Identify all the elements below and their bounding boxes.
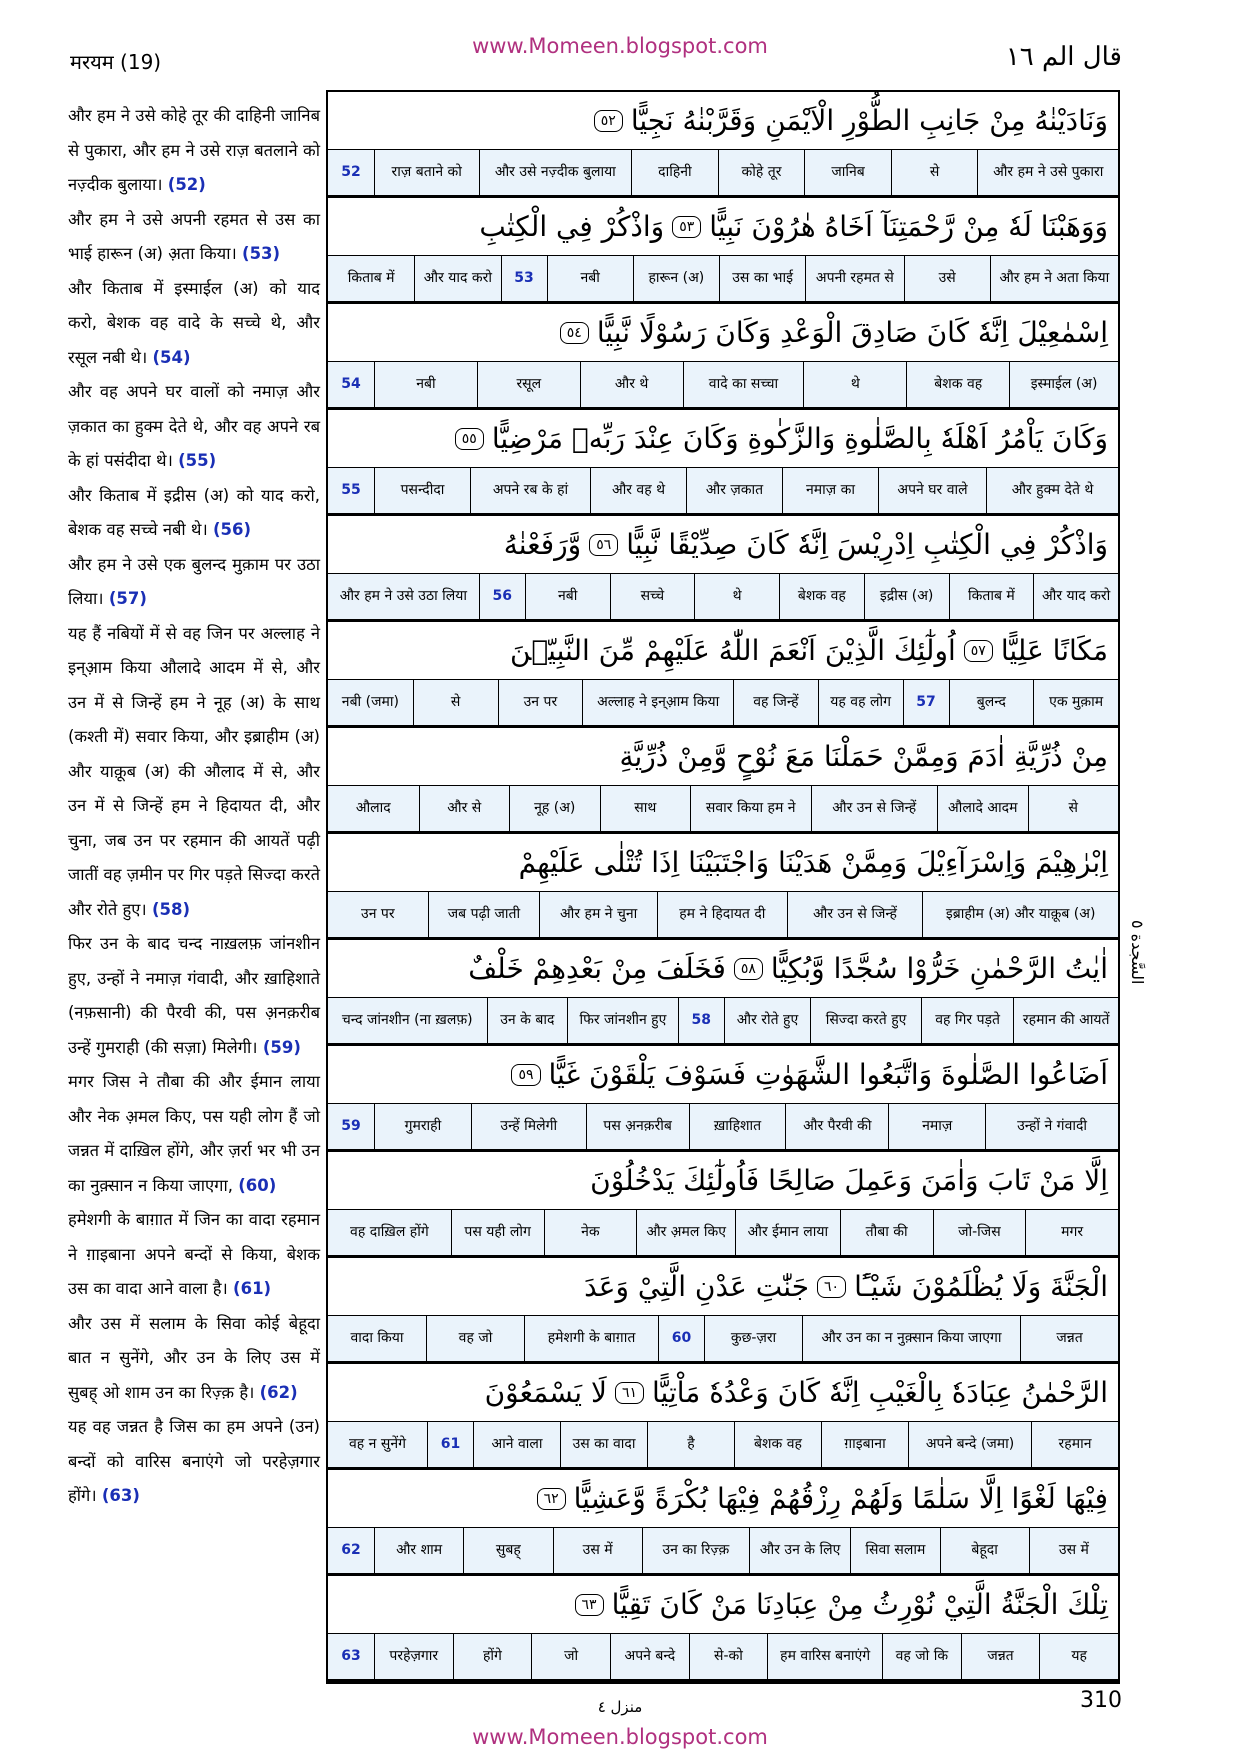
word-meaning-cell: नबी (525, 574, 610, 619)
word-meaning-cell: हम ने हिदायत दी (657, 892, 787, 937)
word-meaning-cell: उस का भाई (719, 256, 805, 301)
arabic-text: الرَّحْمٰنُ عِبَادَهٗ بِالْغَيْبِ اِنَّهٗ كَانَ وَعْدُهٗ مَاْتِيًّا (651, 1376, 1108, 1409)
word-meaning-cell: नमाज़ का (782, 468, 878, 513)
verse-row (328, 940, 1118, 1046)
translation-paragraph (68, 203, 320, 272)
word-meaning-cell: उस का वादा (560, 1422, 647, 1467)
arabic-line (328, 516, 1118, 574)
translation-paragraph (68, 272, 320, 376)
word-meaning-cell: और अ़मल किए (636, 1210, 735, 1255)
word-meaning-cell: जानिब (804, 150, 891, 195)
word-meaning-cell: नेक (544, 1210, 637, 1255)
word-meaning-cell: दाहिनी (631, 150, 718, 195)
ayah-number-cell: 59 (328, 1104, 374, 1149)
word-meaning-cell: ख़ाहिशात (689, 1104, 786, 1149)
word-meaning-cell: से-को (689, 1634, 768, 1679)
verse-number: (60) (238, 1175, 277, 1195)
word-meaning-cell: और हम ने उसे उठा लिया (328, 574, 479, 619)
word-meaning-cell: उन्हों ने गंवादी (985, 1104, 1118, 1149)
arabic-text: اِبْرٰهِيْمَ وَاِسْرَآءِيْلَ وَمِمَّنْ هَدَيْنَا وَاجْتَبَيْنَا اِذَا تُتْلٰى عَلَيْهِمْ (518, 846, 1108, 879)
word-meaning-cell: है (647, 1422, 734, 1467)
word-meaning-cell: और उसे नज़्दीक बुलाया (479, 150, 632, 195)
word-meaning-cell: उन्हें मिलेगी (471, 1104, 586, 1149)
ayah-marker: ٥٨ (734, 958, 763, 980)
ayah-number-cell: 57 (903, 680, 949, 725)
word-meaning-cell: हम वारिस बनाएंगे (767, 1634, 882, 1679)
word-meaning-cell: नूह (अ) (509, 786, 600, 831)
arabic-text: مِنْ ذُرِّيَّةِ اٰدَمَ وَمِمَّنْ حَمَلْنَا مَعَ نُوْحٍ وَّمِنْ ذُرِّيَّةِ (619, 740, 1108, 773)
word-translation-row (328, 680, 1118, 728)
word-meaning-cell: बेशक वह (734, 1422, 821, 1467)
arabic-line (328, 728, 1118, 786)
word-meaning-cell: रहमान की आयतें (1013, 998, 1118, 1043)
translation-text: और हम ने उसे एक बुलन्द मुक़ाम पर उठा लिया। (68, 554, 320, 608)
verse-number: (56) (212, 520, 252, 539)
word-translation-row (328, 786, 1118, 834)
arabic-text-continued: جَنّٰتِ عَدْنِ الَّتِيْ وَعَدَ (584, 1270, 810, 1303)
verse-number: (54) (152, 347, 191, 367)
word-meaning-cell: एक मुक़ाम (1033, 680, 1118, 725)
word-meaning-cell: आने वाला (473, 1422, 560, 1467)
arabic-text: الْجَنَّةَ وَلَا يُظْلَمُوْنَ شَيْـًٔا (854, 1270, 1108, 1303)
arabic-line (328, 1046, 1118, 1104)
word-meaning-cell: और उन का न नुक़्सान किया जाएगा (802, 1316, 1020, 1361)
word-meaning-cell: जन्नत (961, 1634, 1040, 1679)
translation-text: और वह अपने घर वालों को नमाज़ और ज़कात का हुक्म देते थे, और वह अपने रब के हां पसंदीदा थे। (68, 382, 320, 470)
word-meaning-cell: सच्चे (610, 574, 695, 619)
word-meaning-cell: अपने रब के हां (470, 468, 590, 513)
ayah-number-cell: 61 (427, 1422, 473, 1467)
word-meaning-cell: और याद करो (414, 256, 500, 301)
verse-row (328, 516, 1118, 622)
arabic-line (328, 1576, 1118, 1634)
word-meaning-cell: हारून (अ) (633, 256, 719, 301)
word-meaning-cell: और ईमान लाया (735, 1210, 840, 1255)
ayah-marker: ٦١ (615, 1382, 644, 1404)
translation-paragraph (68, 1203, 320, 1307)
word-meaning-cell: थे (803, 362, 906, 407)
translation-paragraph (68, 617, 320, 928)
verse-number: (61) (233, 1279, 272, 1298)
ayah-marker: ٥٤ (560, 322, 589, 344)
word-translation-row (328, 150, 1118, 198)
verse-number: (63) (101, 1486, 140, 1505)
translation-text: यह वह जन्नत है जिस का हम अपने (उन) बन्दों को वारिस बनाएंगे जो परहेज़गार होंगे। (68, 1417, 320, 1505)
arabic-text: وَوَهَبْنَا لَهٗ مِنْ رَّحْمَتِنَآ اَخَاهُ هٰرُوْنَ نَبِيًّا (709, 210, 1108, 243)
translation-text: फिर उन के बाद चन्द नाख़लफ़ जांनशीन हुए, उन्हों ने नमाज़ गंवादी, और ख़ाहिशाते (नफ़सानी) की पैरवी की, पस अ़नक़रीब उन्हें गुमराही (की सज़ा) मिलेगी। (68, 934, 320, 1057)
verse-row (328, 1258, 1118, 1364)
word-meaning-cell: और उन के लिए (749, 1528, 850, 1573)
word-meaning-cell: पस अ़नक़रीब (586, 1104, 689, 1149)
word-meaning-cell: इब्राहीम (अ) और याक़ूब (अ) (922, 892, 1118, 937)
word-meaning-cell: अपनी रहमत से (805, 256, 903, 301)
page-number: 310 (1080, 1688, 1122, 1713)
word-translation-row (328, 1528, 1118, 1576)
ayah-number-cell: 55 (328, 468, 374, 513)
verse-row (328, 1046, 1118, 1152)
word-meaning-cell: होंगे (453, 1634, 532, 1679)
ayah-marker: ٦٣ (575, 1594, 604, 1616)
word-meaning-cell: और उन से जिन्हें (811, 786, 938, 831)
word-meaning-cell: किताब में (949, 574, 1034, 619)
ayah-number-cell: 63 (328, 1634, 374, 1679)
word-meaning-cell: उन पर (498, 680, 583, 725)
arabic-text: فِيْهَا لَغْوًا اِلَّا سَلٰمًا وَلَهُمْ رِزْقُهُمْ فِيْهَا بُكْرَةً وَّعَشِيًّا (573, 1482, 1108, 1515)
word-meaning-cell: उन के बाद (487, 998, 568, 1043)
word-meaning-cell: कोहे तूर (718, 150, 805, 195)
word-meaning-cell: और उन से जिन्हें (787, 892, 923, 937)
ayah-number-cell: 58 (678, 998, 724, 1043)
verse-number: (57) (108, 589, 147, 608)
word-meaning-cell: उन का रिज़्क़ (642, 1528, 749, 1573)
translation-paragraph (68, 479, 320, 548)
word-meaning-cell: मगर (1025, 1210, 1118, 1255)
word-meaning-cell: गुमराही (374, 1104, 471, 1149)
word-meaning-cell: फिर जांनशीन हुए (567, 998, 678, 1043)
verse-row (328, 1576, 1118, 1682)
juz-name: قال الم ١٦ (1005, 42, 1122, 72)
arabic-line (328, 1364, 1118, 1422)
word-meaning-cell: यह (1039, 1634, 1118, 1679)
arabic-line (328, 1152, 1118, 1210)
word-meaning-cell: किताब में (328, 256, 414, 301)
word-meaning-cell: वह गिर पड़ते (921, 998, 1014, 1043)
word-meaning-cell: सुबह्‌ (463, 1528, 552, 1573)
word-translation-row (328, 1316, 1118, 1364)
word-translation-row (328, 362, 1118, 410)
word-meaning-cell: सिज्दा करते हुए (810, 998, 921, 1043)
word-meaning-cell: अपने घर वाले (878, 468, 986, 513)
ayah-marker: ٦٢ (537, 1488, 566, 1510)
word-by-word-table (326, 90, 1120, 1684)
word-meaning-cell: और हम ने चुना (539, 892, 657, 937)
word-meaning-cell: जो-जिस (933, 1210, 1026, 1255)
word-translation-row (328, 1104, 1118, 1152)
word-meaning-cell: परहेज़गार (374, 1634, 453, 1679)
word-meaning-cell: और याद करो (1033, 574, 1118, 619)
word-meaning-cell: कुछ-ज़रा (704, 1316, 802, 1361)
verse-row (328, 622, 1118, 728)
translation-paragraph (68, 375, 320, 479)
word-meaning-cell: और रोते हुए (724, 998, 811, 1043)
word-meaning-cell: सवार किया हम ने (690, 786, 811, 831)
word-meaning-cell: उन पर (328, 892, 428, 937)
word-meaning-cell: अपने बन्दे (जमा) (908, 1422, 1031, 1467)
arabic-line (328, 198, 1118, 256)
translation-text: और हम ने उसे कोहे तूर की दाहिनी जानिब से पुकारा, और हम ने उसे राज़ बतलाने को नज़्दीक बुलाया। (68, 106, 320, 194)
word-meaning-cell: चन्द जांनशीन (ना ख़लफ़) (328, 998, 487, 1043)
word-meaning-cell: और हम ने उसे पुकारा (977, 150, 1118, 195)
word-meaning-cell: तौबा की (840, 1210, 933, 1255)
verse-number: (59) (262, 1037, 301, 1057)
verse-number: (62) (259, 1382, 298, 1402)
word-meaning-cell: रहमान (1031, 1422, 1118, 1467)
word-meaning-cell: और वह थे (590, 468, 686, 513)
word-meaning-cell: वह जिन्हें (733, 680, 818, 725)
ayah-number-cell: 60 (658, 1316, 704, 1361)
translation-text: और किताब में इद्रीस (अ) को याद करो, बेशक वह सच्चे नबी थे। (68, 485, 320, 539)
arabic-text-continued: وَّرَفَعْنٰهُ (503, 528, 582, 561)
word-translation-row (328, 1210, 1118, 1258)
word-meaning-cell: और ज़कात (686, 468, 782, 513)
word-meaning-cell: नबी (374, 362, 477, 407)
ayah-number-cell: 54 (328, 362, 374, 407)
word-meaning-cell: वह न सुनेंगे (328, 1422, 427, 1467)
word-meaning-cell: पसन्दीदा (374, 468, 470, 513)
arabic-line (328, 410, 1118, 468)
arabic-text: اَضَاعُوا الصَّلٰوةَ وَاتَّبَعُوا الشَّهَوٰتِ فَسَوْفَ يَلْقَوْنَ غَيًّا (548, 1058, 1108, 1091)
word-meaning-cell: और हुक्म देते थे (986, 468, 1118, 513)
word-meaning-cell: नमाज़ (888, 1104, 985, 1149)
word-meaning-cell: पस यही लोग (451, 1210, 544, 1255)
word-meaning-cell: से (891, 150, 978, 195)
translation-paragraph (68, 1410, 320, 1514)
site-url-top[interactable]: www.Momeen.blogspot.com (472, 34, 768, 58)
word-meaning-cell: अपने बन्दे (610, 1634, 689, 1679)
word-meaning-cell: और शाम (374, 1528, 463, 1573)
arabic-line (328, 304, 1118, 362)
translation-paragraph (68, 1065, 320, 1203)
translation-text: और हम ने उसे अपनी रहमत से उस का भाई हारून (अ) अ़ता किया। (68, 209, 320, 263)
translation-paragraph (68, 927, 320, 1065)
word-meaning-cell: और पैरवी की (785, 1104, 888, 1149)
arabic-text: اِلَّا مَنْ تَابَ وَاٰمَنَ وَعَمِلَ صَالِحًا فَاُولٰٓئِكَ يَدْخُلُوْنَ (590, 1164, 1108, 1197)
word-meaning-cell: नबी (547, 256, 633, 301)
word-meaning-cell: हमेशगी के बाग़ात (524, 1316, 658, 1361)
verse-row (328, 92, 1118, 198)
word-meaning-cell: औलादे आदम (937, 786, 1028, 831)
ayah-marker: ٥٢ (594, 110, 623, 132)
word-meaning-cell: औलाद (328, 786, 419, 831)
arabic-text: وَكَانَ يَاْمُرُ اَهْلَهٗ بِالصَّلٰوةِ وَالزَّكٰوةِ وَكَانَ عِنْدَ رَبِّهٖ مَرْضِيًّا (491, 422, 1108, 455)
word-meaning-cell: जो (531, 1634, 610, 1679)
verse-number: (55) (178, 451, 217, 470)
arabic-line (328, 622, 1118, 680)
word-meaning-cell: बुलन्द (949, 680, 1034, 725)
word-meaning-cell: उसे (904, 256, 990, 301)
surah-name: मरयम (19) (70, 50, 162, 74)
arabic-line (328, 1258, 1118, 1316)
ayah-marker: ٥٩ (511, 1064, 540, 1086)
verse-row (328, 834, 1118, 940)
site-url-bottom[interactable]: www.Momeen.blogspot.com (472, 1725, 768, 1749)
word-meaning-cell: यह वह लोग (818, 680, 903, 725)
verse-row (328, 198, 1118, 304)
arabic-text-continued: فَخَلَفَ مِنْ بَعْدِهِمْ خَلْفٌ (468, 952, 726, 985)
word-meaning-cell: बेशक वह (779, 574, 864, 619)
arabic-line (328, 92, 1118, 150)
word-translation-row (328, 998, 1118, 1046)
arabic-text: وَاذْكُرْ فِي الْكِتٰبِ اِدْرِيْسَ اِنَّهٗ كَانَ صِدِّيْقًا نَّبِيًّا (626, 528, 1108, 561)
sajda-marker: السَّجدة ٥ (1128, 920, 1147, 985)
word-meaning-cell: से (1028, 786, 1119, 831)
word-meaning-cell: वादे का सच्चा (683, 362, 804, 407)
arabic-text-continued: اُولٰٓئِكَ الَّذِيْنَ اَنْعَمَ اللّٰهُ عَلَيْهِمْ مِّنَ النَّبِيّٖنَ (510, 634, 956, 667)
verse-number: (58) (151, 899, 190, 919)
word-translation-row (328, 892, 1118, 940)
word-meaning-cell: उस में (1029, 1528, 1118, 1573)
translation-column (68, 99, 320, 1514)
ayah-number-cell: 62 (328, 1528, 374, 1573)
verse-row (328, 728, 1118, 834)
word-meaning-cell: से (413, 680, 498, 725)
word-meaning-cell: जन्नत (1020, 1316, 1118, 1361)
arabic-text: اٰيٰتُ الرَّحْمٰنِ خَرُّوْا سُجَّدًا وَّبُكِيًّا (770, 952, 1108, 985)
word-meaning-cell: थे (694, 574, 779, 619)
word-translation-row (328, 256, 1118, 304)
ayah-number-cell: 56 (479, 574, 525, 619)
verse-row (328, 1152, 1118, 1258)
ayah-marker: ٥٧ (964, 640, 993, 662)
translation-text: मगर जिस ने तौबा की और ईमान लाया और नेक अ़मल किए, पस यही लोग हैं जो जन्नत में दाख़िल होंगे, और ज़र्रा भर भी उन का नुक़्सान न किया जाएगा, (68, 1072, 320, 1195)
word-translation-row (328, 1422, 1118, 1470)
word-meaning-cell: ग़ाइबाना (821, 1422, 908, 1467)
arabic-text-continued: لَا يَسْمَعُوْنَ (484, 1376, 607, 1409)
verse-row (328, 304, 1118, 410)
translation-text: हमेशगी के बाग़ात में जिन का वादा रहमान ने ग़ाइबाना अपने बन्दों से किया, बेशक उस का वादा आने वाला है। (68, 1210, 320, 1298)
ayah-marker: ٦٠ (817, 1276, 846, 1298)
translation-paragraph (68, 548, 320, 617)
arabic-text: تِلْكَ الْجَنَّةُ الَّتِيْ نُوْرِثُ مِنْ عِبَادِنَا مَنْ كَانَ تَقِيًّا (611, 1588, 1108, 1621)
translation-paragraph (68, 99, 320, 203)
word-meaning-cell: जब पढ़ी जाती (428, 892, 540, 937)
word-meaning-cell: वह जो (426, 1316, 524, 1361)
word-meaning-cell: साथ (600, 786, 691, 831)
arabic-line (328, 1470, 1118, 1528)
word-translation-row (328, 1634, 1118, 1682)
ayah-marker: ٥٦ (589, 534, 618, 556)
word-meaning-cell: वह जो कि (882, 1634, 961, 1679)
word-meaning-cell: और हम ने अता किया (990, 256, 1118, 301)
ayah-number-cell: 53 (501, 256, 547, 301)
word-meaning-cell: इद्रीस (अ) (864, 574, 949, 619)
word-translation-row (328, 574, 1118, 622)
arabic-text: اِسْمٰعِيْلَ اِنَّهٗ كَانَ صَادِقَ الْوَعْدِ وَكَانَ رَسُوْلًا نَّبِيًّا (596, 316, 1108, 349)
verse-row (328, 410, 1118, 516)
translation-text: यह हैं नबियों में से वह जिन पर अल्लाह ने इन्आ़म किया औलादे आदम में से, और उन में से जिन्हें हम ने नूह (अ) के साथ (कश्ती में) सवार किया, और इब्राहीम (अ) और याक़ूब (अ) की औलाद में से, और उन में से जिन्हें हम ने हिदायत दी, और चुना, जब उन पर रहमान की आयतें पढ़ी जातीं वह ज़मीन पर गिर पड़ते सिज्दा करते और रोते हुए। (68, 623, 320, 919)
word-meaning-cell: रसूल (477, 362, 580, 407)
word-meaning-cell: बेशक वह (906, 362, 1009, 407)
translation-text: और उस में सलाम के सिवा कोई बेहूदा बात न सुनेंगे, और उन के लिए उस में सुबह्‌ ओ शाम उन का रिज़्क़ है। (68, 1313, 320, 1402)
translation-paragraph (68, 1307, 320, 1411)
word-meaning-cell: वह दाख़िल होंगे (328, 1210, 451, 1255)
word-meaning-cell: राज़ बताने को (374, 150, 479, 195)
word-meaning-cell: बेहूदा (940, 1528, 1029, 1573)
word-meaning-cell: नबी (जमा) (328, 680, 413, 725)
arabic-text: وَنَادَيْنٰهُ مِنْ جَانِبِ الطُّوْرِ الْاَيْمَنِ وَقَرَّبْنٰهُ نَجِيًّا (630, 104, 1108, 137)
word-meaning-cell: इस्माईल (अ) (1009, 362, 1118, 407)
manzil-label: منزل ٤ (597, 1698, 643, 1716)
verse-row (328, 1470, 1118, 1576)
word-translation-row (328, 468, 1118, 516)
arabic-text-continued: وَاذْكُرْ فِي الْكِتٰبِ (479, 210, 665, 243)
word-meaning-cell: उस में (553, 1528, 642, 1573)
verse-row (328, 1364, 1118, 1470)
word-meaning-cell: और थे (580, 362, 683, 407)
verse-number: (52) (167, 175, 206, 194)
ayah-marker: ٥٣ (672, 216, 701, 238)
word-meaning-cell: और से (419, 786, 510, 831)
ayah-number-cell: 52 (328, 150, 374, 195)
arabic-line (328, 834, 1118, 892)
word-meaning-cell: वादा किया (328, 1316, 426, 1361)
translation-text: और किताब में इस्माईल (अ) को याद करो, बेशक वह वादे के सच्चे थे, और रसूल नबी थे। (68, 278, 320, 367)
verse-number: (53) (242, 244, 281, 263)
ayah-marker: ٥٥ (455, 428, 484, 450)
word-meaning-cell: अल्लाह ने इन्आ़म किया (582, 680, 733, 725)
arabic-text: مَكَانًا عَلِيًّا (1000, 634, 1108, 667)
word-meaning-cell: सिवा सलाम (850, 1528, 939, 1573)
arabic-line (328, 940, 1118, 998)
